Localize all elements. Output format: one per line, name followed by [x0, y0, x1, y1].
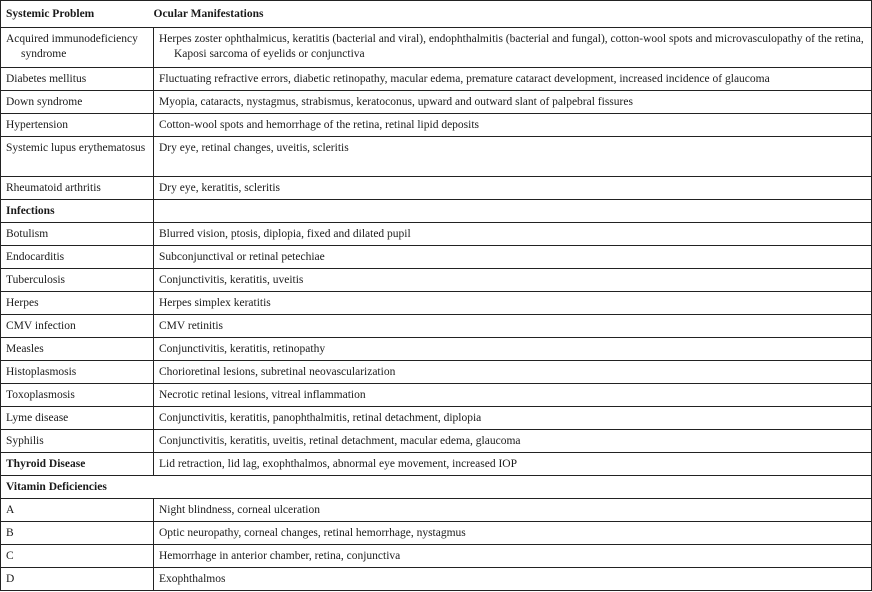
problem-cell: Lyme disease [1, 407, 154, 430]
problem-cell: Rheumatoid arthritis [1, 177, 154, 200]
table-row [1, 269, 872, 292]
table-row [1, 522, 872, 545]
table-row [1, 315, 872, 338]
problem-cell: CMV infection [1, 315, 154, 338]
table-row [1, 137, 872, 177]
problem-cell: B [1, 522, 154, 545]
problem-cell: C [1, 545, 154, 568]
problem-cell: Thyroid Disease [1, 453, 154, 476]
section-label-vitamin-deficiencies: Vitamin Deficiencies [1, 476, 872, 499]
table-row [1, 28, 872, 68]
manifestations-cell: Optic neuropathy, corneal changes, retinal hemorrhage, nystagmus [154, 522, 872, 545]
table-row [1, 246, 872, 269]
manifestations-cell: Conjunctivitis, keratitis, panophthalmitis, retinal detachment, diplopia [154, 407, 872, 430]
table-row [1, 499, 872, 522]
section-row-vitamin-deficiencies [1, 476, 872, 499]
manifestations-cell: Hemorrhage in anterior chamber, retina, conjunctiva [154, 545, 872, 568]
table-row [1, 91, 872, 114]
table-row-thyroid [1, 453, 872, 476]
table-row [1, 68, 872, 91]
manifestations-cell: CMV retinitis [154, 315, 872, 338]
problem-cell: Histoplasmosis [1, 361, 154, 384]
problem-cell: Systemic lupus erythematosus [1, 137, 154, 177]
manifestations-cell: Dry eye, retinal changes, uveitis, scleritis [154, 137, 872, 177]
manifestations-cell: Night blindness, corneal ulceration [154, 499, 872, 522]
problem-cell: Herpes [1, 292, 154, 315]
header-systemic-problem: Systemic Problem [1, 1, 154, 28]
manifestations-cell: Fluctuating refractive errors, diabetic retinopathy, macular edema, premature cataract development, increased incidence of glaucoma [154, 68, 872, 91]
manifestations-cell: Herpes zoster ophthalmicus, keratitis (bacterial and viral), endophthalmitis (bacterial and fungal), cotton-wool spots and microvasculopathy of the retina, Kaposi sarcoma of eyelids or conjunctiva [154, 28, 872, 68]
table-row [1, 568, 872, 591]
manifestations-cell: Exophthalmos [154, 568, 872, 591]
problem-cell: Tuberculosis [1, 269, 154, 292]
problem-cell: Endocarditis [1, 246, 154, 269]
table-row [1, 114, 872, 137]
section-label-infections: Infections [1, 200, 154, 223]
manifestations-cell: Subconjunctival or retinal petechiae [154, 246, 872, 269]
manifestations-cell: Conjunctivitis, keratitis, retinopathy [154, 338, 872, 361]
table-row [1, 430, 872, 453]
table-row [1, 223, 872, 246]
table-row [1, 361, 872, 384]
problem-cell: Measles [1, 338, 154, 361]
manifestations-cell: Necrotic retinal lesions, vitreal inflammation [154, 384, 872, 407]
table-header-row [1, 1, 872, 28]
manifestations-cell: Cotton-wool spots and hemorrhage of the retina, retinal lipid deposits [154, 114, 872, 137]
table-row [1, 177, 872, 200]
empty-cell [154, 200, 872, 223]
problem-cell: Hypertension [1, 114, 154, 137]
table-row [1, 407, 872, 430]
manifestations-cell: Chorioretinal lesions, subretinal neovascularization [154, 361, 872, 384]
manifestations-cell: Conjunctivitis, keratitis, uveitis [154, 269, 872, 292]
table-row [1, 384, 872, 407]
problem-cell: Down syndrome [1, 91, 154, 114]
problem-cell: A [1, 499, 154, 522]
manifestations-cell: Conjunctivitis, keratitis, uveitis, retinal detachment, macular edema, glaucoma [154, 430, 872, 453]
table-row [1, 292, 872, 315]
problem-cell: Toxoplasmosis [1, 384, 154, 407]
manifestations-cell: Myopia, cataracts, nystagmus, strabismus, keratoconus, upward and outward slant of palpebral fissures [154, 91, 872, 114]
table-row [1, 338, 872, 361]
problem-cell: Acquired immunodeficiency syndrome [1, 28, 154, 68]
table-row [1, 545, 872, 568]
manifestations-cell: Dry eye, keratitis, scleritis [154, 177, 872, 200]
problem-cell: Syphilis [1, 430, 154, 453]
section-row-infections [1, 200, 872, 223]
problem-cell: Botulism [1, 223, 154, 246]
manifestations-cell: Herpes simplex keratitis [154, 292, 872, 315]
problem-cell: Diabetes mellitus [1, 68, 154, 91]
manifestations-cell: Lid retraction, lid lag, exophthalmos, abnormal eye movement, increased IOP [154, 453, 872, 476]
header-ocular-manifestations: Ocular Manifestations [154, 1, 872, 28]
manifestations-cell: Blurred vision, ptosis, diplopia, fixed and dilated pupil [154, 223, 872, 246]
problem-cell: D [1, 568, 154, 591]
